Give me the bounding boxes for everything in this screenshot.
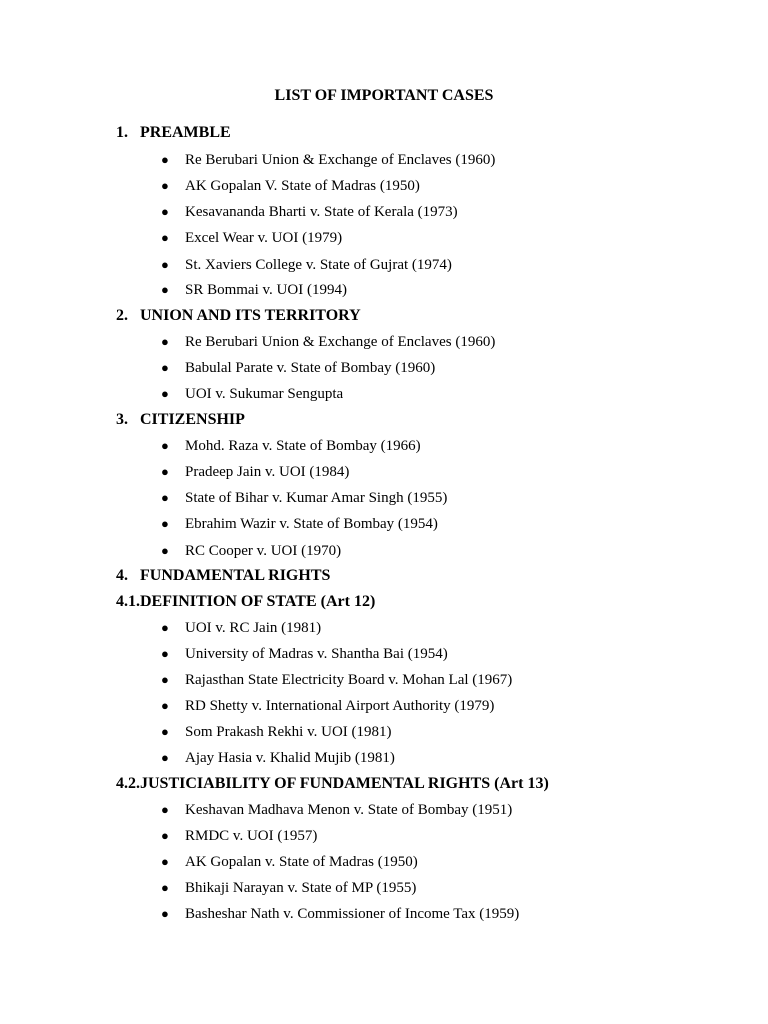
case-name: Rajasthan State Electricity Board v. Mohan Lal (1967)	[185, 672, 513, 688]
list-item	[161, 255, 452, 275]
case-name: University of Madras v. Shantha Bai (1954)	[185, 646, 448, 662]
case-name: RC Cooper v. UOI (1970)	[185, 543, 342, 559]
case-name: Keshavan Madhava Menon v. State of Bombay (1951)	[185, 802, 513, 818]
document-title: LIST OF IMPORTANT CASES	[274, 87, 494, 104]
case-name: Ebrahim Wazir v. State of Bombay (1954)	[185, 516, 438, 532]
section-title: UNION AND ITS TERRITORY	[140, 307, 361, 324]
case-name: Babulal Parate v. State of Bombay (1960)	[185, 360, 436, 376]
list-item	[161, 748, 395, 768]
section-title: PREAMBLE	[140, 124, 231, 141]
case-name: Re Berubari Union & Exchange of Enclaves (1960)	[185, 334, 496, 350]
list-item	[161, 541, 341, 561]
case-name: Basheshar Nath v. Commissioner of Income Tax (1959)	[185, 906, 520, 922]
section-heading-union-territory	[116, 306, 361, 326]
section-heading-justiciability	[116, 774, 549, 794]
section-number: 4.	[116, 567, 128, 584]
bullet-icon: ●	[161, 282, 169, 297]
bullet-icon: ●	[161, 802, 169, 817]
bullet-icon: ●	[161, 672, 169, 687]
section-number: 3.	[116, 411, 128, 428]
bullet-icon: ●	[161, 464, 169, 479]
list-item	[161, 176, 420, 196]
list-item	[161, 696, 494, 716]
case-name: UOI v. Sukumar Sengupta	[185, 386, 344, 402]
bullet-icon: ●	[161, 724, 169, 739]
list-item	[161, 150, 495, 170]
case-name: Mohd. Raza v. State of Bombay (1966)	[185, 438, 421, 454]
section-title: DEFINITION OF STATE (Art 12)	[140, 593, 376, 610]
bullet-icon: ●	[161, 152, 169, 167]
bullet-icon: ●	[161, 490, 169, 505]
bullet-icon: ●	[161, 334, 169, 349]
section-heading-preamble	[116, 123, 231, 143]
list-item	[161, 618, 321, 638]
bullet-icon: ●	[161, 386, 169, 401]
case-name: Som Prakash Rekhi v. UOI (1981)	[185, 724, 392, 740]
section-title: FUNDAMENTAL RIGHTS	[140, 567, 331, 584]
bullet-icon: ●	[161, 438, 169, 453]
section-number: 2.	[116, 307, 128, 324]
section-heading-fundamental-rights	[116, 566, 330, 586]
list-item	[161, 826, 317, 846]
list-item	[161, 722, 392, 742]
list-item	[161, 644, 448, 664]
bullet-icon: ●	[161, 543, 169, 558]
case-name: St. Xaviers College v. State of Gujrat (1974)	[185, 257, 452, 273]
section-heading-citizenship	[116, 410, 245, 430]
case-name: Kesavananda Bharti v. State of Kerala (1973)	[185, 204, 458, 220]
bullet-icon: ●	[161, 750, 169, 765]
list-item	[161, 670, 512, 690]
section-number: 4.2.	[116, 775, 140, 792]
list-item	[161, 852, 418, 872]
case-name: Excel Wear v. UOI (1979)	[185, 230, 343, 246]
section-heading-definition-of-state	[116, 592, 375, 612]
bullet-icon: ●	[161, 698, 169, 713]
case-name: UOI v. RC Jain (1981)	[185, 620, 322, 636]
list-item	[161, 202, 458, 222]
list-item	[161, 488, 447, 508]
list-item	[161, 462, 349, 482]
list-item	[161, 800, 512, 820]
section-number: 4.1.	[116, 593, 140, 610]
case-name: SR Bommai v. UOI (1994)	[185, 282, 347, 298]
list-item	[161, 514, 438, 534]
list-item	[161, 332, 495, 352]
bullet-icon: ●	[161, 257, 169, 272]
list-item	[161, 228, 342, 248]
list-item	[161, 436, 421, 456]
bullet-icon: ●	[161, 204, 169, 219]
case-name: RMDC v. UOI (1957)	[185, 828, 318, 844]
bullet-icon: ●	[161, 360, 169, 375]
case-name: Ajay Hasia v. Khalid Mujib (1981)	[185, 750, 395, 766]
bullet-icon: ●	[161, 178, 169, 193]
section-number: 1.	[116, 124, 128, 141]
case-name: RD Shetty v. International Airport Authority (1979)	[185, 698, 495, 714]
case-name: AK Gopalan v. State of Madras (1950)	[185, 854, 418, 870]
bullet-icon: ●	[161, 828, 169, 843]
bullet-icon: ●	[161, 880, 169, 895]
section-title: CITIZENSHIP	[140, 411, 245, 428]
list-item	[161, 280, 347, 300]
case-name: AK Gopalan V. State of Madras (1950)	[185, 178, 420, 194]
case-name: Re Berubari Union & Exchange of Enclaves (1960)	[185, 152, 496, 168]
bullet-icon: ●	[161, 854, 169, 869]
list-item	[161, 384, 343, 404]
bullet-icon: ●	[161, 620, 169, 635]
case-name: Bhikaji Narayan v. State of MP (1955)	[185, 880, 417, 896]
bullet-icon: ●	[161, 646, 169, 661]
bullet-icon: ●	[161, 230, 169, 245]
bullet-icon: ●	[161, 516, 169, 531]
section-title: JUSTICIABILITY OF FUNDAMENTAL RIGHTS (Art 13)	[140, 775, 549, 792]
list-item	[161, 904, 519, 924]
bullet-icon: ●	[161, 906, 169, 921]
case-name: Pradeep Jain v. UOI (1984)	[185, 464, 350, 480]
case-name: State of Bihar v. Kumar Amar Singh (1955)	[185, 490, 448, 506]
list-item	[161, 358, 435, 378]
list-item	[161, 878, 416, 898]
